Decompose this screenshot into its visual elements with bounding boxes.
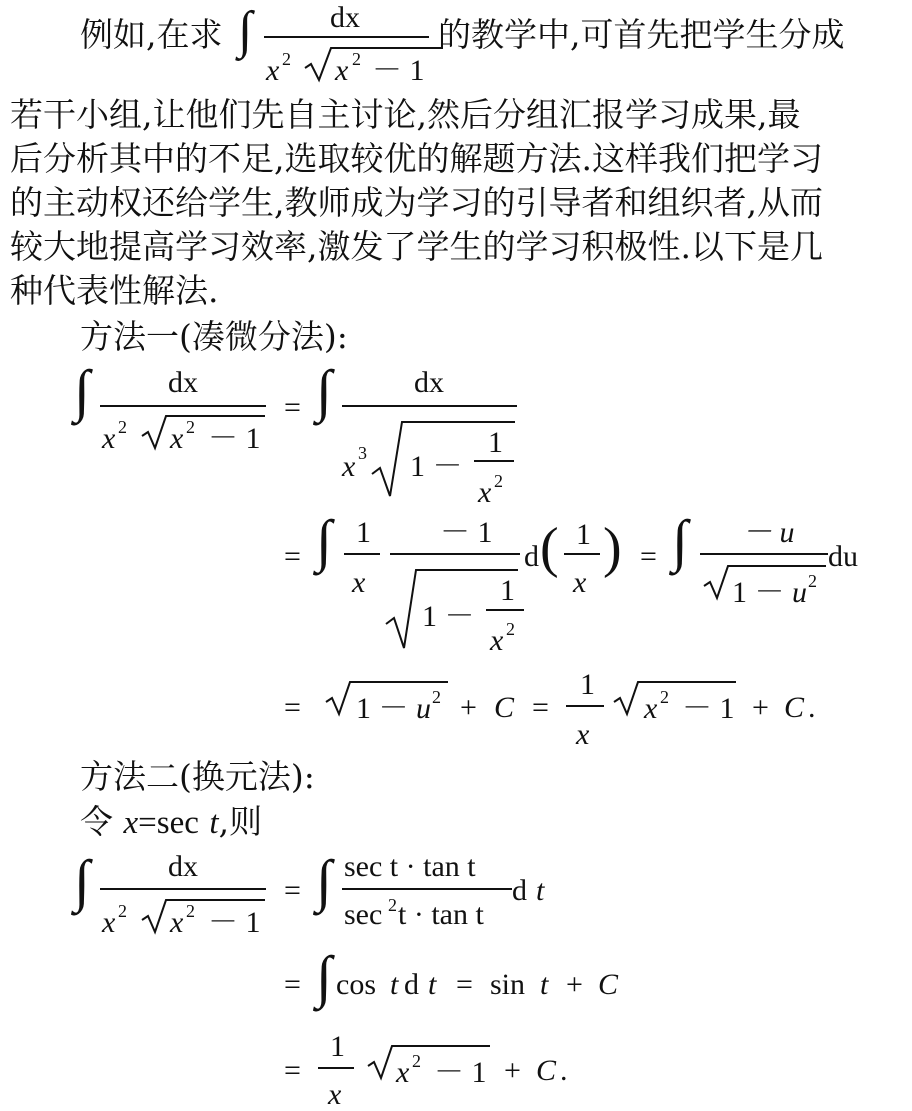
exponent: 2	[506, 619, 515, 639]
equals-sign: =	[640, 540, 657, 573]
equals-sign: =	[284, 1054, 301, 1087]
variable-t: t	[540, 968, 549, 1001]
exponent: 2	[808, 571, 817, 591]
differential-d: d	[512, 874, 527, 907]
fraction-denominator-rest: t · tan t	[398, 898, 484, 931]
differential-d: d	[404, 968, 419, 1001]
integral-sign: ∫	[316, 944, 332, 1009]
right-paren: )	[603, 517, 622, 579]
fraction-bar	[100, 888, 266, 890]
denominator-x: x	[102, 422, 116, 455]
radicand-x: x	[335, 54, 349, 87]
period: .	[808, 691, 816, 724]
para1-line: 后分析其中的不足,选取较优的解题方法.这样我们把学习	[10, 139, 823, 178]
differential-t: t	[536, 874, 545, 907]
exponent: 2	[118, 901, 127, 921]
integral-sign: ∫	[74, 358, 90, 423]
exponent: 2	[432, 687, 441, 707]
constant-c: C	[494, 691, 515, 724]
method2-title: 方法二(换元法):	[80, 757, 315, 796]
exponent: 3	[358, 443, 367, 463]
exponent: 2	[186, 417, 195, 437]
denominator-x: x	[102, 906, 116, 939]
denominator-x: x	[266, 54, 280, 87]
radicand-minus-one: － 1	[208, 422, 261, 455]
equals-sign: =	[532, 691, 549, 724]
cos-function: cos	[336, 968, 376, 1001]
differential-du: du	[828, 540, 858, 573]
fraction-numerator: － u	[742, 516, 795, 549]
equals-sign: =	[284, 874, 301, 907]
radicand-minus-one: － 1	[434, 1056, 487, 1089]
numerator-dx: dx	[168, 850, 198, 883]
radicand-one-minus: 1 －	[422, 600, 475, 633]
radicand-u: u	[416, 692, 431, 725]
fraction-numerator: 1	[330, 1030, 345, 1063]
let-prefix: 令	[80, 802, 113, 841]
para1-line: 的主动权还给学生,教师成为学习的引导者和组织者,从而	[10, 183, 823, 222]
differential-t: t	[428, 968, 437, 1001]
plus-sign: +	[460, 691, 477, 724]
inner-fraction-bar	[486, 609, 524, 611]
radicand-minus-one: － 1	[682, 692, 735, 725]
plus-sign: +	[566, 968, 583, 1001]
equals-sign: =	[456, 968, 473, 1001]
exponent: 2	[494, 471, 503, 491]
period: .	[560, 1054, 568, 1087]
exponent: 2	[118, 417, 127, 437]
radicand-one-minus: 1 －	[732, 576, 785, 609]
plus-sign: +	[504, 1054, 521, 1087]
numerator-dx: dx	[414, 366, 444, 399]
exponent: 2	[282, 49, 291, 69]
integral-sign: ∫	[238, 2, 253, 59]
radicand-one-minus: 1 －	[356, 692, 409, 725]
fraction-bar	[342, 405, 517, 407]
fraction-denominator-x: x	[352, 566, 366, 599]
radicand-u: u	[792, 576, 807, 609]
inner-denominator-x: x	[478, 476, 492, 509]
exponent: 2	[660, 687, 669, 707]
radicand-one-minus: 1 －	[410, 450, 463, 483]
fraction-numerator: 1	[356, 516, 371, 549]
integral-sign: ∫	[316, 848, 332, 913]
let-t: t	[209, 805, 219, 841]
constant-c: C	[536, 1054, 557, 1087]
constant-c: C	[784, 691, 805, 724]
equals-sign: =	[284, 391, 301, 424]
radicand-minus-one: － 1	[372, 54, 425, 87]
exponent: 2	[352, 49, 361, 69]
sin-function: sin	[490, 968, 526, 1001]
radicand-x: x	[644, 692, 658, 725]
variable-t: t	[390, 968, 399, 1001]
method2-let	[80, 802, 263, 841]
fraction-denominator-x: x	[328, 1078, 342, 1111]
integral-sign: ∫	[316, 358, 332, 423]
inner-numerator: 1	[488, 426, 503, 459]
radicand-x: x	[170, 422, 184, 455]
inner-fraction-bar	[474, 460, 514, 462]
let-x: x	[123, 805, 139, 841]
fraction-denominator-x: x	[573, 566, 587, 599]
fraction-bar	[344, 553, 380, 555]
equals-sign: =	[284, 540, 301, 573]
fraction-bar	[342, 888, 512, 890]
fraction-bar	[100, 405, 266, 407]
fraction-bar	[566, 705, 604, 707]
para1-after: 的教学中,可首先把学生分成	[438, 15, 845, 54]
para1-line: 较大地提高学习效率,激发了学生的学习积极性.以下是几	[10, 227, 823, 266]
fraction-bar	[700, 553, 828, 555]
fraction-bar	[264, 36, 429, 38]
differential-d: d	[524, 540, 539, 573]
integral-sign: ∫	[672, 508, 688, 573]
exponent: 2	[412, 1051, 421, 1071]
constant-c: C	[598, 968, 619, 1001]
fraction-numerator: 1	[580, 668, 595, 701]
exponent: 2	[186, 901, 195, 921]
para1-line: 种代表性解法.	[10, 271, 219, 310]
integral-sign: ∫	[316, 508, 332, 573]
para1-line: 若干小组,让他们先自主讨论,然后分组汇报学习成果,最	[10, 95, 801, 134]
fraction-denominator-sec: sec	[344, 898, 383, 931]
radicand-x: x	[170, 906, 184, 939]
fraction-numerator: 1	[576, 518, 591, 551]
fraction-bar	[318, 1067, 354, 1069]
left-paren: (	[540, 517, 559, 579]
let-rest: =sec	[138, 805, 199, 841]
para1-intro: 例如,在求	[80, 15, 223, 54]
numerator-dx: dx	[168, 366, 198, 399]
method1-title: 方法一(凑微分法):	[80, 317, 348, 356]
denominator-x: x	[342, 450, 356, 483]
fraction-bar	[564, 553, 600, 555]
plus-sign: +	[752, 691, 769, 724]
fraction-denominator-x: x	[576, 718, 590, 751]
equals-sign: =	[284, 968, 301, 1001]
radicand-x: x	[396, 1056, 410, 1089]
fraction-bar	[390, 553, 520, 555]
numerator-dx: dx	[330, 1, 360, 34]
let-then: ,则	[218, 802, 263, 841]
fraction-numerator: － 1	[440, 516, 493, 549]
equals-sign: =	[284, 691, 301, 724]
integral-sign: ∫	[74, 848, 90, 913]
inner-numerator: 1	[500, 574, 515, 607]
radicand-minus-one: － 1	[208, 906, 261, 939]
inner-denominator-x: x	[490, 624, 504, 657]
fraction-numerator: sec t · tan t	[344, 850, 476, 883]
exponent: 2	[388, 895, 397, 915]
